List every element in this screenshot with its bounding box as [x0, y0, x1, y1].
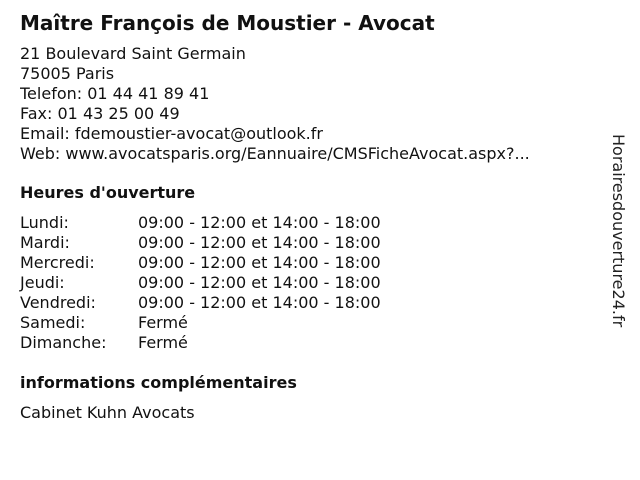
- opening-hours-title: Heures d'ouverture: [20, 183, 196, 202]
- site-watermark: Horairesdouverture24.fr: [609, 134, 628, 328]
- day-time: 09:00 - 12:00 et 14:00 - 18:00: [138, 233, 381, 252]
- web-line: [20, 144, 600, 164]
- additional-info-text: Cabinet Kuhn Avocats: [20, 403, 195, 422]
- hours-row-wednesday: [20, 253, 600, 273]
- business-card: [20, 10, 600, 423]
- web-label: Web:: [20, 144, 61, 163]
- hours-row-thursday: [20, 273, 600, 293]
- day-label: Lundi:: [20, 213, 69, 232]
- day-label: Jeudi:: [20, 273, 65, 292]
- phone-label: Telefon:: [20, 84, 83, 103]
- day-label: Mardi:: [20, 233, 70, 252]
- opening-hours-section: [20, 183, 600, 353]
- fax-label: Fax:: [20, 104, 53, 123]
- hours-row-monday: [20, 213, 600, 233]
- day-time: 09:00 - 12:00 et 14:00 - 18:00: [138, 213, 381, 232]
- day-label: Mercredi:: [20, 253, 95, 272]
- contact-block: [20, 44, 600, 164]
- email-line: [20, 124, 600, 144]
- day-label: Vendredi:: [20, 293, 96, 312]
- fax-number: 01 43 25 00 49: [57, 104, 180, 123]
- hours-row-sunday: [20, 333, 600, 353]
- address-city: 75005 Paris: [20, 64, 115, 83]
- day-time: 09:00 - 12:00 et 14:00 - 18:00: [138, 293, 381, 312]
- page-title: Maître François de Moustier - Avocat: [20, 11, 435, 35]
- additional-info-section: [20, 373, 600, 423]
- web-link[interactable]: www.avocatsparis.org/Eannuaire/CMSFicheAvocat.aspx?...: [65, 144, 530, 163]
- day-time: 09:00 - 12:00 et 14:00 - 18:00: [138, 273, 381, 292]
- hours-row-tuesday: [20, 233, 600, 253]
- address-street: 21 Boulevard Saint Germain: [20, 44, 246, 63]
- phone-line: [20, 84, 600, 104]
- hours-row-saturday: [20, 313, 600, 333]
- day-time: Fermé: [138, 333, 188, 352]
- email-label: Email:: [20, 124, 70, 143]
- day-time: Fermé: [138, 313, 188, 332]
- fax-line: [20, 104, 600, 124]
- additional-info-title: informations complémentaires: [20, 373, 297, 392]
- day-label: Samedi:: [20, 313, 86, 332]
- phone-number[interactable]: 01 44 41 89 41: [87, 84, 210, 103]
- hours-row-friday: [20, 293, 600, 313]
- day-label: Dimanche:: [20, 333, 107, 352]
- day-time: 09:00 - 12:00 et 14:00 - 18:00: [138, 253, 381, 272]
- email-link[interactable]: fdemoustier-avocat@outlook.fr: [74, 124, 323, 143]
